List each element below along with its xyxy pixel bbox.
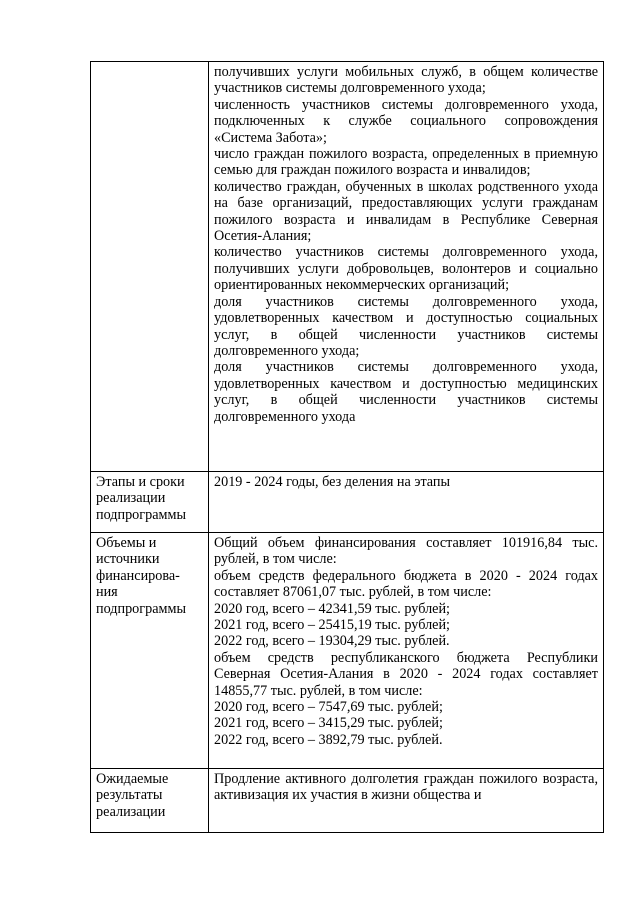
row-content-cell xyxy=(209,769,604,833)
row-label-line: Этапы и сроки xyxy=(96,474,185,490)
paragraph: получивших услуги мобильных служб, в общем количестве участников системы долговременного ухода; xyxy=(214,64,598,97)
paragraph: 2020 год, всего – 7547,69 тыс. рублей; xyxy=(214,699,443,716)
row-label-line: реализации xyxy=(96,803,166,820)
table-row-indicators xyxy=(91,62,604,472)
row-label-line: реализации xyxy=(96,490,166,507)
paragraph: 2021 год, всего – 25415,19 тыс. рублей; xyxy=(214,617,450,634)
table-row-results xyxy=(91,769,604,833)
row-content-cell xyxy=(209,533,604,769)
passport-table xyxy=(90,61,604,833)
row-label-cell xyxy=(91,533,209,769)
table-body xyxy=(91,62,604,833)
row-label-line: финансирова- xyxy=(96,567,180,584)
row-label-cell xyxy=(91,62,209,472)
row-label-line: подпрограммы xyxy=(96,506,186,523)
paragraph: объем средств федерального бюджета в 2020 - 2024 годах составляет 87061,07 тыс. рублей, в том числе: xyxy=(214,567,598,601)
paragraph: количество граждан, обученных в школах родственного ухода на базе организаций, предоставляющих услуги гражданам пожилого возраста и инвалидам в Республике Северная Осетия-Алания; xyxy=(214,178,598,245)
row-label-cell xyxy=(91,472,209,533)
paragraph: Продление активного долголетия граждан пожилого возраста, активизация их участия в жизни общества и xyxy=(214,771,598,804)
row-content-cell xyxy=(209,62,604,472)
row-content-cell xyxy=(209,472,604,533)
paragraph: Общий объем финансирования составляет 101916,84 тыс. рублей, в том числе: xyxy=(214,535,598,568)
row-label-line: источники xyxy=(96,551,160,568)
row-label-cell xyxy=(91,769,209,833)
table-row-funding xyxy=(91,533,604,769)
paragraph: 2022 год, всего – 19304,29 тыс. рублей. xyxy=(214,633,450,650)
row-label-line: Ожидаемые xyxy=(96,771,169,787)
paragraph: 2021 год, всего – 3415,29 тыс. рублей; xyxy=(214,715,443,732)
paragraph: число граждан пожилого возраста, определенных в приемную семью для граждан пожилого возраста и инвалидов; xyxy=(214,146,598,179)
row-label-line: Объемы и xyxy=(96,535,157,551)
row-label-line: ния xyxy=(96,584,118,601)
row-label-line: результаты xyxy=(96,787,163,804)
paragraph: 2020 год, всего – 42341,59 тыс. рублей; xyxy=(214,600,450,617)
paragraph: доля участников системы долговременного ухода, удовлетворенных качеством и доступностью медицинских услуг, в общей численности участников системы долговременного ухода xyxy=(214,359,598,425)
paragraph: объем средств республиканского бюджета Республики Северная Осетия-Алания в 2020 - 2024 годах составляет 14855,77 тыс. рублей, в том числе: xyxy=(214,649,598,699)
paragraph: 2022 год, всего – 3892,79 тыс. рублей. xyxy=(214,731,443,748)
paragraph: численность участников системы долговременного ухода, подключенных к службе социального сопровождения «Система Забота»; xyxy=(214,96,598,146)
paragraph: количество участников системы долговременного ухода, получивших услуги добровольцев, волонтеров и социально ориентированных некоммерческих организаций; xyxy=(214,244,598,294)
paragraph: доля участников системы долговременного ухода, удовлетворенных качеством и доступностью социальных услуг, в общей численности участников системы долговременного ухода; xyxy=(214,293,598,359)
paragraph: 2019 - 2024 годы, без деления на этапы xyxy=(214,474,451,490)
row-label-line: подпрограммы xyxy=(96,600,186,617)
table-row-stages xyxy=(91,472,604,533)
